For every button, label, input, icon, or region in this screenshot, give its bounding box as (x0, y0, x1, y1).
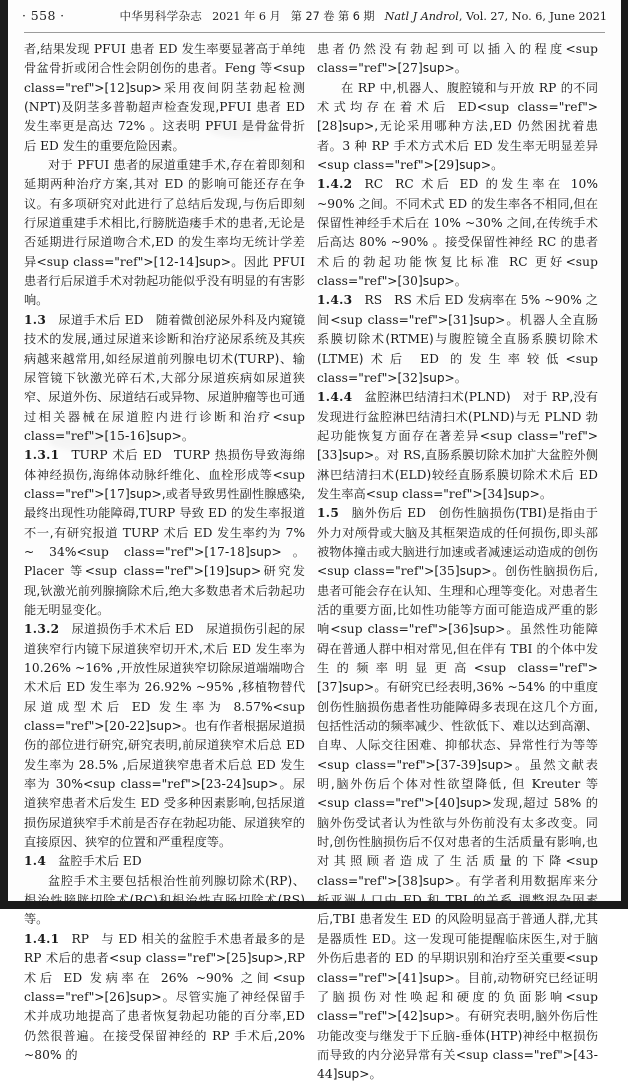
right-column (317, 40, 598, 1085)
section-paragraph: 1.3.2 尿道损伤手术术后 ED 尿道损伤引起的尿道狭窄行内镜下尿道狭窄切开术,术后 ED 发生率为 10.26% ~16% ,开放性尿道狭窄切除尿道端端吻合术术后 ED 发生率为 26.92% ~95% ,移植物替代尿道成型术后 ED 发生率为 8.57%<sup class="ref">[20-22]sup>。也有作者根据尿道损伤的部位进行研究,研究表明,前尿道狭窄术后总 ED 发生率为 28.5% ,后尿道狭窄患者术后总 ED 发生率为 30%<sup class="ref">[23-24]sup>。尿道狭窄患者术后发生 ED 受多种因素影响,包括尿道损伤尿道狭窄手术前是否存在勃起功能、尿道狭窄的直接原因、狭窄的位置和严重程度等。 (24, 622, 306, 850)
body-paragraph: 在 RP 中,机器人、腹腔镜和与开放 RP 的不同术式均存在着术后 ED<sup class="ref">[28]sup>,无论采用哪种方法,ED 仍然困扰着患者。3 种 RP 手术方式术后 ED 发生率无明显差异<sup class="ref">[29]sup>。 (317, 80, 599, 173)
section-number: 1.3.2 (24, 622, 60, 637)
section-number: 1.4.1 (24, 931, 60, 946)
running-head (8, 0, 621, 30)
section-number: 1.5 (317, 506, 340, 521)
article-body (8, 33, 621, 1085)
section-paragraph: 1.4.1 RP 与 ED 相关的盆腔手术患者最多的是 RP 术后的患者<sup class="ref">[25]sup>,RP 术后 ED 发病率在 26% ~90% 之间<sup class="ref">[26]sup>。尽管实施了神经保留手术并成功地提高了患者恢复勃起功能的百分率,ED 仍然很普遍。在接受保留神经的 RP 手术后,20% ~80% 的 (24, 931, 306, 1062)
section-number: 1.3 (24, 312, 47, 327)
section-title: RS (364, 293, 383, 308)
page-folio: · 558 · (22, 8, 65, 23)
body-paragraph: 盆腔手术主要包括根治性前列腺切除术(RP)、根治性膀胱切除术(RC)和根治性直肠切除术(RS)等。 (24, 873, 305, 927)
section-title: 盆腔淋巴结清扫术(PLND) (364, 390, 511, 405)
section-number: 1.4.3 (317, 293, 353, 308)
left-column (24, 40, 305, 1085)
section-paragraph: 1.4.2 RC RC 术后 ED 的发生率在 10% ~90% 之间。不同术式 ED 的发生率各不相同,但在保留性神经手术后在 10% ~30% 之间,在传统手术后高达 80% ~90% 。接受保留性神经 RC 的患者术后的勃起功能恢复比标准 RC 更好<sup class="ref">[30]sup>。 (317, 177, 599, 289)
section-title: 尿道手术后 ED (58, 312, 144, 327)
section-title: 脑外伤后 ED (351, 506, 427, 521)
section-number: 1.4 (24, 854, 47, 869)
body-paragraph: 对于 PFUI 患者的尿道重建手术,存在着即刻和延期两种治疗方案,其对 ED 的影响可能还存在争议。有多项研究对此进行了总结后发现,与伤后即刻行尿道重建手术相比,行膀胱造瘘手术的患者,无论是否延期进行尿道吻合术,ED 的发生率均无统计学差异<sup class="ref">[12-14]sup>。因此 PFUI 患者行后尿道手术对勃起功能似乎没有明显的有害影响。 (24, 158, 306, 308)
section-paragraph (24, 852, 305, 871)
journal-title-english: Natl J Androl (384, 10, 459, 23)
section-title: TURP 术后 ED (71, 448, 162, 463)
body-paragraph: 患者仍然没有勃起到可以插入的程度<sup class="ref">[27]sup>。 (317, 42, 598, 76)
issue-date-chinese: 2021 年 6 月 (212, 10, 281, 23)
section-title: RP (71, 931, 90, 946)
section-paragraph: 1.4.4 盆腔淋巴结清扫术(PLND) 对于 RP,没有发现进行盆腔淋巴结清扫术(PLND)与无 PLND 勃起功能恢复方面存在著差异<sup class="ref">[33]sup>。对 RS,直肠系膜切除术加扩大盆腔外侧淋巴结清扫术(ELD)较经直肠系膜切除术术后 ED 发生率高<sup class="ref">[34]sup>。 (317, 390, 599, 501)
page-content-area (8, 0, 621, 1082)
section-number: 1.4.4 (317, 390, 353, 405)
volume-issue-chinese: 第 27 卷 第 6 期 (290, 10, 375, 23)
section-number: 1.4.2 (317, 177, 353, 192)
journal-title-chinese: 中华男科学杂志 (119, 9, 203, 23)
section-title: RC (364, 177, 384, 192)
section-title: 尿道损伤手术术后 ED (71, 622, 194, 637)
section-number: 1.3.1 (24, 448, 60, 463)
section-paragraph: 1.4.3 RS RS 术后 ED 发病率在 5% ~90% 之间<sup class="ref">[31]sup>。机器人全直肠系膜切除术(RTME)与腹腔镜全直肠系膜切除术(LTME)术后 ED 的发生率较低<sup class="ref">[32]sup>。 (317, 293, 598, 385)
section-paragraph: 1.3 尿道手术后 ED 随着微创泌尿外科及内窥镜技术的发展,通过尿道来诊断和治疗泌尿系统及其疾病越来越常用,如经尿道前列腺电切术(TURP)、输尿管镜下钬激光碎石术,大部分尿道疾病如尿道狭窄、尿道外伤、尿道结石或异物、尿道肿瘤等也可通过相关器械在尿道腔内进行诊断和治疗<sup class="ref">[15-16]sup>。 (24, 312, 306, 443)
body-paragraph: 者,结果发现 PFUI 患者 ED 发生率要显著高于单纯骨盆骨折或闭合性会阴创伤的患者。Feng 等<sup class="ref">[12]sup>采用夜间阴茎勃起检测(NPT)及阴茎多普勒超声检查发现,PFUI 患者 ED 发生率更是高达 72% 。这表明 PFUI 是骨盆骨折后 ED 发生的重要危险因素。 (24, 42, 306, 153)
section-paragraph: 1.5 脑外伤后 ED 创伤性脑损伤(TBI)是指由于外力对颅骨或大脑及其框架造成的任何损伤,即头部被物体撞击或大脑进行加速或者减速运动造成的创伤<sup class="ref">[35]sup>。创伤性脑损伤后,患者可能会存在认知、生理和心理等变化。对患者生活的重要方面,比如性功能等方面可能造成严重的影响<sup class="ref">[36]sup>。虽然性功能障碍在普通人群中相对常见,但在伴有 TBI 的个体中发生的频率明显更高<sup class="ref">[37]sup>。有研究已经表明,36% ~54% 的中重度创伤性脑损伤患者性功能障碍多表现在这几个方面,包括性活动的频率减少、性欲低下、难以达到高潮、自卑、人际交往困难、抑郁状态、异常性行为等等<sup class="ref">[37-39]sup>。虽然文献表明,脑外伤后个体对性欲望降低, 但 Kreuter 等<sup class="ref">[40]sup>发现,超过 58% 的脑外伤受试者认为性欲与外伤前没有太多改变。同时,创伤性脑损伤后不仅对患者的生活质量有影响,也对其照顾者造成了生活质量的下降<sup class="ref">[38]sup>。有学者利用数据库来分析亚洲人口中 ED 和 TBI 的关系,调整混杂因素后,TBI 患者发生 ED 的风险明显高于普通人群,尤其是器质性 ED。这一发现可能提醒临床医生,对于脑外伤后患者的 ED 的早期识别和治疗至关重要<sup class="ref">[41]sup>。目前,动物研究已经证明了脑损伤对性唤起和硬度的负面影响<sup class="ref">[42]sup>。有研究表明,脑外伤后性功能改变与继发于下丘脑-垂体(HTP)神经中枢损伤而导致的内分泌异常有关<sup class="ref">[43-44]sup>。 (317, 506, 599, 1082)
section-paragraph: 1.3.1 TURP 术后 ED TURP 热损伤导致海绵体神经损伤,海绵体动脉纤维化、血栓形成等<sup class="ref">[17]sup>,或者导致男性副性腺感染,最终出现性功能障碍,TURP 导致 ED 的发生率报道不一,有研究报道 TURP 术后 ED 发生率约为 7% ~ 34%<sup class="ref">[17-18]sup>。Placer 等<sup class="ref">[19]sup>研究发现,钬激光前列腺摘除术后,绝大多数患者术后勃起功能无明显变化。 (24, 448, 306, 617)
section-title: 盆腔手术后 ED (58, 854, 142, 869)
volume-issue-english: , Vol. 27, No. 6, June 2021 (458, 10, 607, 23)
